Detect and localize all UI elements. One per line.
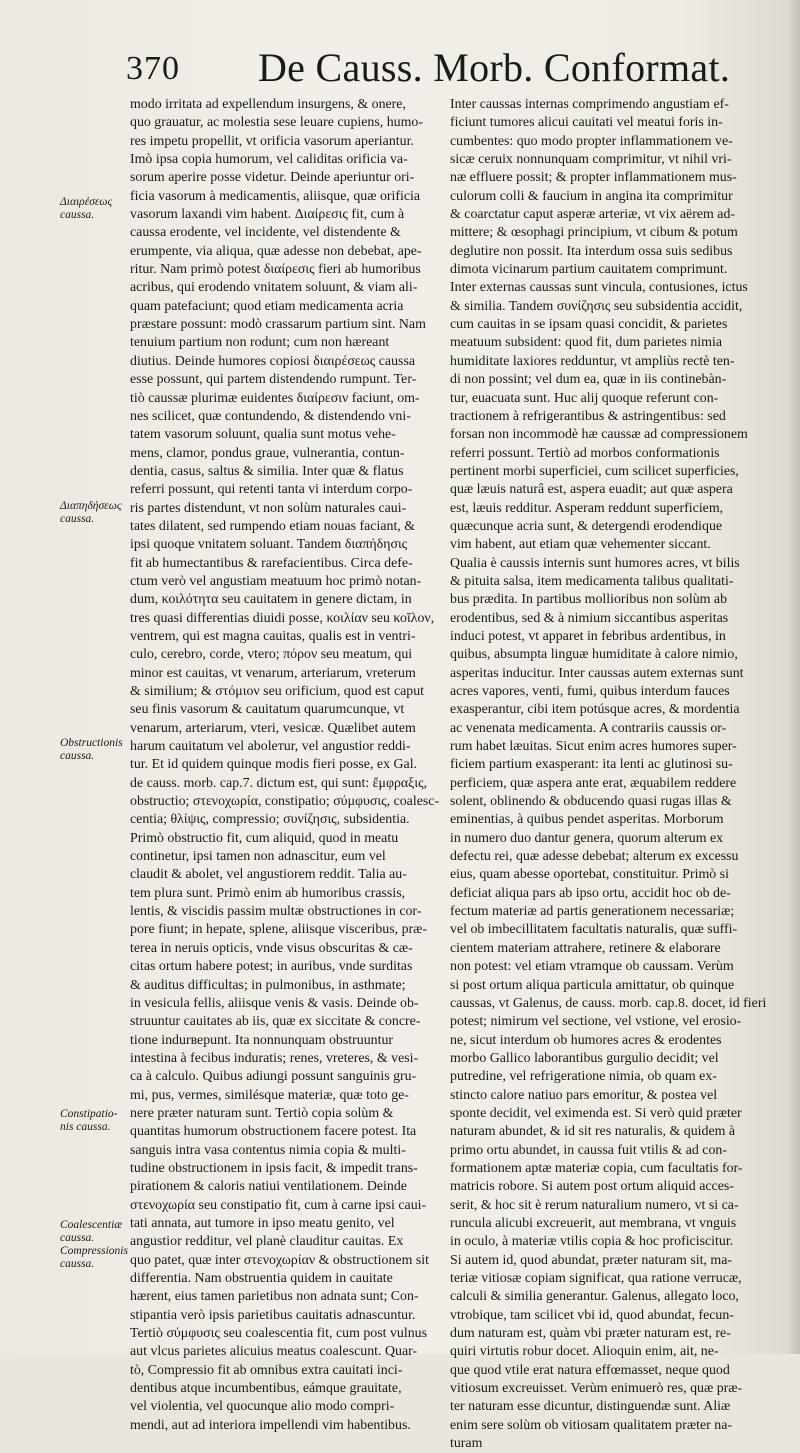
text-line: primo ortu abundet, in caussa fuit vtilis & ad con- bbox=[450, 1142, 727, 1158]
text-line: dimota vicinarum partium cauitatem comprimunt. bbox=[450, 262, 728, 278]
text-line: acres vapores, venti, fumi, quibus interdum fauces bbox=[450, 684, 730, 699]
text-line: Primò obstructio fit, cum aliquid, quod in meatu bbox=[130, 830, 399, 846]
text-line: stincto calore natiuo pars emoritur, & postea vel bbox=[450, 1087, 718, 1103]
text-line: naturam abundet, & id sit res naturalis, & quidem à bbox=[450, 1124, 736, 1140]
text-line: quibus, absumpta linguæ humiditate à calore nimio, bbox=[450, 647, 738, 663]
text-line: stipantia verò ipsis parietibus cauitatis adnascuntur. bbox=[130, 1307, 416, 1323]
text-line: sorum aperire posse videtur. Deinde aperiuntur ori- bbox=[130, 170, 415, 186]
text-line: vitiosum excreuisset. Verùm enimuerò res, quæ præ- bbox=[450, 1381, 743, 1397]
text-line: tiò caussæ plurimæ euidentes διαίρεσιν faciunt, om- bbox=[130, 390, 420, 406]
text-line: cum cauitas in se ipsam quasi concidit, & parietes bbox=[450, 317, 728, 333]
text-line: harum cauitatum vel abolетur, vel angustior reddi- bbox=[130, 739, 411, 755]
text-line: res impetu propellit, vt orificia vasorum aperiantur. bbox=[130, 133, 414, 149]
text-line: στενοχωρία seu constipatio fit, cum à carne ipsi caui- bbox=[130, 1197, 427, 1213]
text-line: dentibus atque incumbentibus, eámque grauitate, bbox=[130, 1381, 402, 1397]
text-line: formationem aptæ materiæ copia, cum facultatis for- bbox=[450, 1160, 743, 1176]
text-line: & pituita salsa, item medicamenta talibus qualitati- bbox=[450, 573, 734, 589]
text-line: perficiem, quæ aspera ante erat, æquabilem reddere bbox=[450, 775, 737, 791]
text-line: Inter caussas internas comprimendo angustiam ef- bbox=[450, 97, 729, 112]
text-line: præstare possunt: modò crassarum partium sint. Nam bbox=[130, 317, 426, 333]
text-line: pirationem & caloris natiui ventilationem. Deinde bbox=[130, 1179, 407, 1195]
text-line: referri possunt. Tertiò ad morbos conformationis bbox=[450, 445, 720, 461]
text-line: citas ortum habere potest; in auribus, vnde surditas bbox=[130, 959, 413, 975]
text-line: quam patefaciunt; quod etiam medicamenta acria bbox=[130, 298, 404, 314]
text-line: caussas, vt Galenus, de causs. morb. cap.8. docet, id fieri bbox=[450, 995, 767, 1011]
text-line: nere præter naturam sunt. Tertiò copia solùm & bbox=[130, 1105, 394, 1121]
text-line: tati annata, aut tumore in ipso meatu genito, vel bbox=[130, 1215, 395, 1231]
text-line: ficiunt tumores alicui cauitati vel meatui foris in- bbox=[450, 115, 723, 131]
text-line: obstructio; στενοχωρία, constipatio; σύμφυσις, coalesc- bbox=[130, 794, 440, 810]
text-line: modo irritata ad expellendum insurgens, & onere, bbox=[130, 97, 406, 112]
text-line: cumbentes: quo modo propter inflammationem ve- bbox=[450, 133, 733, 149]
text-line: putredine, vel refrigeratione nimia, ob quam ex- bbox=[450, 1069, 717, 1085]
text-line: vasorum laxandi vim habent. Διαίρεσις fit, cum à bbox=[130, 207, 405, 223]
text-line: eius, quam abesse oportebat, constituitur. Primò si bbox=[450, 867, 729, 883]
text-line: fectum materiæ ad partis generationem necessariæ; bbox=[450, 904, 735, 920]
text-line: mendi, aut ad interiora impellendi vim habentibus. bbox=[130, 1417, 411, 1433]
text-line: referri possunt, qui retenti tanta vi interdum corpo- bbox=[130, 482, 413, 498]
text-line: turam bbox=[450, 1436, 483, 1452]
text-line: diutius. Deinde humores copiosi διαιρέσεως caussa bbox=[130, 353, 416, 369]
text-line: vel violentia, vel quocunque alio modo compri- bbox=[130, 1399, 395, 1415]
text-line: seu finis vasorum & cauitatum quarumcunque, vt bbox=[130, 702, 405, 718]
text-line: nes scilicet, quæ contundendo, & distendendo vni- bbox=[130, 408, 411, 424]
text-line: ficia vasorum à medicamentis, aliisque, quæ orificia bbox=[130, 188, 421, 204]
text-line: dentia, casus, saltus & similia. Inter quæ & flatus bbox=[130, 463, 404, 479]
text-line: intestina à fecibus induratis; renes, vreteres, & vesi- bbox=[130, 1050, 419, 1066]
page-number: 370 bbox=[126, 50, 180, 87]
text-line: tenuium partium non rodunt; cum non hæreant bbox=[130, 335, 390, 351]
text-line: est, læuis redditur. Asperam reddunt superficiem, bbox=[450, 500, 724, 516]
text-line: angustior redditur, vel planè clauditur cauitas. Ex bbox=[130, 1234, 404, 1250]
text-line: ca à calculo. Quibus adiungi possunt sanguinis gru- bbox=[130, 1069, 417, 1085]
text-line: ter naturam esse dicuntur, distinguendæ sunt. Aliæ bbox=[450, 1399, 731, 1415]
text-line: cientem materiam attrahere, retinere & elaborare bbox=[450, 940, 721, 956]
text-line: struuntur cauitates ab iis, quæ ex siccitate & concre- bbox=[130, 1014, 421, 1030]
text-line: rum habet læuitas. Sicut enim acres humores super- bbox=[450, 739, 737, 755]
text-line: in oculo, à materiæ vtilis copia & hoc proficiscitur. bbox=[450, 1234, 734, 1250]
text-line: morbo Gallico laborantibus gurgulio decidit; vel bbox=[450, 1050, 719, 1066]
text-line: tur, euacuata sunt. Huc alij quoque referunt con- bbox=[450, 390, 719, 406]
text-line: pore fiunt; in hepate, splene, aliisque visceribus, præ- bbox=[130, 922, 428, 938]
text-line: claudit & abolet, vel angustiorem reddit. Talia au- bbox=[130, 867, 407, 883]
page-header bbox=[126, 40, 796, 90]
text-line: dum naturam est, quàm vbi præter naturam est, re- bbox=[450, 1326, 731, 1342]
text-line: quantitas humorum obstructionem facere potest. Ita bbox=[130, 1124, 417, 1140]
text-line: ritur. Nam primò potest διαίρεσις fieri ab humoribus bbox=[130, 262, 421, 278]
text-line: erodentibus, sed & à nimium siccantibus asperitas bbox=[450, 610, 729, 626]
margin-note: Coalescentiæ caussa. Compressionis caussa. bbox=[60, 1219, 128, 1270]
text-line: ficiem partium exasperant: ita lenti ac glutinosi su- bbox=[450, 757, 733, 773]
text-line: quo grauatur, ac molestia sese leuare cupiens, humo- bbox=[130, 115, 423, 131]
text-line: ipsi quoque vnitatem soluant. Tandem διαπήδησις bbox=[130, 537, 408, 553]
text-line: serit, & hoc sit è rerum naturalium numero, vt si ca- bbox=[450, 1197, 739, 1213]
text-line: ventrem, qui est magna cauitas, qualis est in ventri- bbox=[130, 628, 416, 644]
margin-note: Διαιρέσεως caussa. bbox=[60, 196, 113, 221]
text-line: hærent, eius tamen parietibus non adnata sunt; Con- bbox=[130, 1289, 419, 1305]
text-line: tractionem à refrigerantibus & astringentibus: sed bbox=[450, 408, 726, 424]
text-line: acribus, qui erodendo vnitatem soluunt, & viam ali- bbox=[130, 280, 418, 296]
text-line: di non possint; vel dum ea, quæ in iis continebàn- bbox=[450, 372, 727, 388]
text-line: tres quasi differentias diuidi posse, κοιλίαν seu κοῖλον, bbox=[130, 610, 435, 626]
text-line: quiri virtutis robur docet. Alioquin enim, ait, ne- bbox=[450, 1344, 719, 1360]
running-title: De Causs. Morb. Conformat. bbox=[258, 45, 731, 90]
margin-note: Obstructionis caussa. bbox=[60, 737, 123, 762]
left-text-column bbox=[130, 96, 442, 1435]
text-line: caussa erodente, vel incidente, vel distendente & bbox=[130, 225, 401, 241]
text-line: sanguis intra vasa contentus nimia copia & multi- bbox=[130, 1142, 406, 1158]
text-line: Tertiò σύμφυσις seu coalescentia fit, cum post vulnus bbox=[130, 1326, 428, 1342]
text-line: centia; θλίψις, compressio; συνίζησις, subsidentia. bbox=[130, 812, 410, 828]
text-line: ne, sicut interdum ob humores acres & erodentes bbox=[450, 1032, 722, 1048]
text-line: non potest: vel etiam vtramque ob caussam. Verùm bbox=[450, 959, 734, 975]
text-line: bus prædita. In partibus mollioribus non solùm ab bbox=[450, 592, 728, 608]
text-line: pertinent morbi superficiei, cum scilicet superficies, bbox=[450, 463, 739, 479]
text-line: in vesicula fellis, aliisque venis & vasis. Deinde ob- bbox=[130, 995, 419, 1011]
text-line: sponte decidit, vel eximenda est. Si verò quid præter bbox=[450, 1105, 742, 1121]
text-line: runcula alicubi excreuerit, aut membrana, vt vnguis bbox=[450, 1215, 737, 1231]
text-line: induci potest, vt apparet in febribus ardentibus, in bbox=[450, 628, 726, 644]
text-line: vtrobique, tam scilicet vbi id, quod abundat, fecun- bbox=[450, 1307, 734, 1323]
text-line: sicæ ceruix nonnunquam comprimitur, vt nihil vri- bbox=[450, 152, 732, 168]
text-line: tione indurверunt. Ita nonnunquam obstruuntur bbox=[130, 1032, 394, 1048]
text-line: minor est cauitas, vt venarum, arteriarum, vreterum bbox=[130, 665, 416, 681]
text-line: matricis robore. Si autem post ortum aliquid acces- bbox=[450, 1179, 734, 1195]
text-line: meatuum subsident: quod fit, dum parietes nimia bbox=[450, 335, 722, 351]
margin-note: Διαπηδήσεως caussa. bbox=[60, 500, 122, 525]
right-text-column bbox=[450, 96, 780, 1453]
text-line: deficiat aliqua pars ab ipso ortu, accidit hoc ob de- bbox=[450, 885, 731, 901]
text-line: Qualia è caussis internis sunt humores acres, vt bilis bbox=[450, 555, 740, 571]
text-line: esse possunt, qui partem distendendo rumpunt. Ter- bbox=[130, 372, 417, 388]
text-line: quo patet, quæ inter στενοχωρίαν & obstructionem sit bbox=[130, 1252, 429, 1268]
text-line: enim sere solùm ob vitiosam qualitatem præter na- bbox=[450, 1417, 732, 1433]
text-line: & similium; & στόμιον seu orificium, quod est caput bbox=[130, 684, 425, 699]
text-line: potest; nimirum vel sectione, vel vstione, vel erosio- bbox=[450, 1014, 742, 1030]
text-line: tur. Et id quidem quinque modis fieri posse, ex Gal. bbox=[130, 757, 418, 773]
text-line: exasperantur, cibi item potúsque acres, & mordentia bbox=[450, 702, 740, 718]
text-line: eminentias, à quibus pendet asperitas. Morborum bbox=[450, 812, 724, 828]
text-line: vel ob imbecillitatem facultatis naturalis, quæ suffi- bbox=[450, 922, 738, 938]
text-line: ris partes distendunt, vt non solùm naturales caui- bbox=[130, 500, 407, 516]
text-line: vim habent, aut etiam quæ vehementer siccant. bbox=[450, 537, 711, 553]
text-line: que quod vtile erat natura effœmasset, neque quod bbox=[450, 1362, 730, 1378]
text-line: culo, cerebro, corde, vtero; πόρον seu meatum, qui bbox=[130, 647, 413, 663]
text-line: ctum verò vel angustiam meatuum hoc primò notan- bbox=[130, 573, 422, 589]
text-line: humiditate laxiores redduntur, vt ampliùs rectè ten- bbox=[450, 353, 735, 369]
text-line: erumpente, via aliqua, quæ adesse non debebat, ape- bbox=[130, 243, 422, 259]
text-line: de causs. morb. cap.7. dictum est, qui sunt: ἔμφραξις, bbox=[130, 775, 428, 791]
text-line: asperitas inducitur. Inter caussas autem externas sunt bbox=[450, 665, 744, 681]
page-edge-shadow bbox=[788, 0, 800, 1354]
text-line: calculi & similia generantur. Galenus, allegato loco, bbox=[450, 1289, 739, 1305]
text-line: dum, κοιλότητα seu cauitatem in genere dictam, in bbox=[130, 592, 412, 608]
text-line: Imò ipsa copia humorum, vel caliditas orificia va- bbox=[130, 152, 408, 168]
text-line: tem plura sunt. Primò enim ab humoribus crassis, bbox=[130, 885, 406, 901]
text-line: mittere; & œsophagi principium, vt cibum & potum bbox=[450, 225, 738, 241]
text-line: si post ortum aliqua particula amittatur, ob quinque bbox=[450, 977, 735, 993]
text-line: fit ab humectantibus & rarefacientibus. Circa defe- bbox=[130, 555, 413, 571]
text-line: forsan non incommodè hæ caussæ ad compressionem bbox=[450, 427, 748, 443]
text-line: tudine obstructionem in ipsis facit, & impedit trans- bbox=[130, 1160, 418, 1176]
text-line: tates dilatent, sed rumpendo etiam nouas faciant, & bbox=[130, 518, 416, 534]
margin-note: Constipatio- nis caussa. bbox=[60, 1108, 118, 1133]
text-line: quæ læuis naturâ est, aspera euadit; aut quæ aspera bbox=[450, 482, 733, 498]
text-line: differentia. Nam obstruentia quidem in cauitate bbox=[130, 1271, 393, 1286]
text-line: teriæ vitiosæ copiam significat, qua ratione verrucæ, bbox=[450, 1271, 742, 1286]
text-line: & coarctatur caput asperæ arteriæ, vt vix aërem ad- bbox=[450, 207, 736, 223]
text-line: lentis, & viscidis passim multæ obstructiones in cor- bbox=[130, 904, 422, 920]
text-line: defectu rei, quæ adesse debebat; alterum ex excessu bbox=[450, 849, 739, 865]
text-line: mi, pus, vermes, similésque materiæ, quæ toto ge- bbox=[130, 1087, 409, 1103]
text-line: continetur, ipsi tamen non adnascitur, eum vel bbox=[130, 849, 386, 865]
text-line: deglutire non possit. Ita interdum ossa suis sedibus bbox=[450, 243, 733, 259]
text-line: & similia. Tandem συνίζησις seu subsidentia accidit, bbox=[450, 298, 743, 314]
text-line: tatem vasorum soluunt, qualia sunt motus vehe- bbox=[130, 427, 396, 443]
text-line: terea in neruis opticis, vnde visus obscuritas & cæ- bbox=[130, 940, 413, 956]
text-line: solent, oblinendo & obducendo quasi rugas illas & bbox=[450, 794, 732, 810]
text-line: culorum colli & faucium in angina ita comprimitur bbox=[450, 188, 733, 204]
text-line: tò, Compressio fit ab omnibus extra cauitati inci- bbox=[130, 1362, 403, 1378]
text-line: quæcunque acria sunt, & detergendi erodendique bbox=[450, 518, 723, 534]
text-line: ac venenata medicamenta. A contrariis caussis or- bbox=[450, 720, 727, 736]
text-line: venarum, arteriarum, vteri, vesicæ. Quælibet autem bbox=[130, 720, 416, 736]
text-line: mens, clamor, pondus graue, vulnerantia, contun- bbox=[130, 445, 405, 461]
text-line: Inter externas caussas sunt vincula, contusiones, ictus bbox=[450, 280, 748, 296]
text-line: in numero duo dantur genera, quorum alterum ex bbox=[450, 830, 724, 846]
text-line: & auditus difficultas; in pulmonibus, in asthmate; bbox=[130, 977, 406, 993]
text-line: Si autem id, quod abundat, præter naturam sit, ma- bbox=[450, 1252, 732, 1268]
text-line: aut vlcus parietes alicuius meatus coalescunt. Quar- bbox=[130, 1344, 418, 1360]
text-line: næ effluere possit; & propter inflammationem mus- bbox=[450, 170, 737, 186]
